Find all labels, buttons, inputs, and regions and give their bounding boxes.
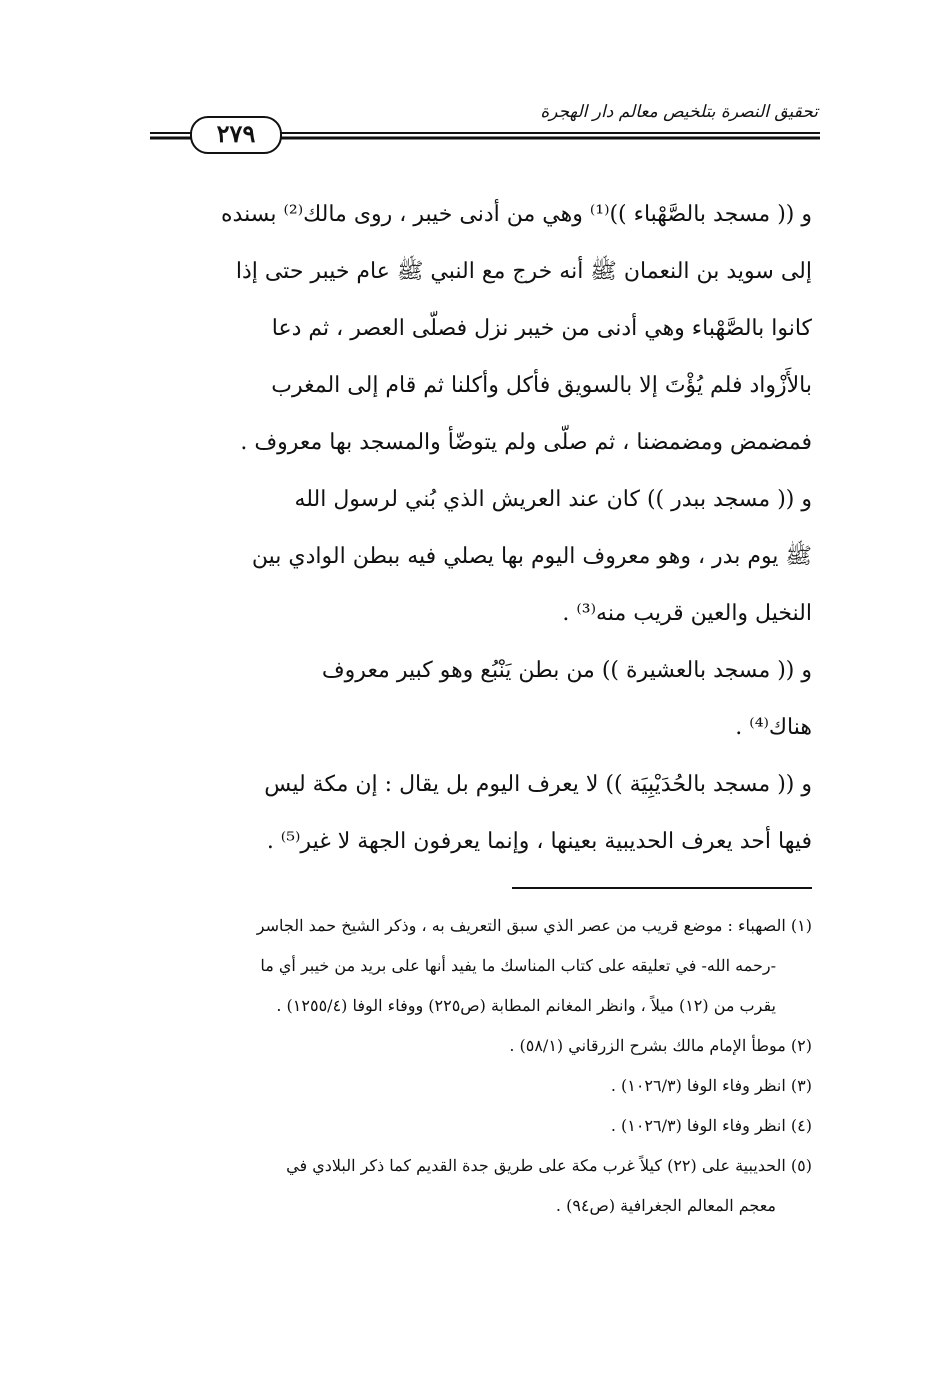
- text-line: كانوا بالصَّهْباء وهي أدنى من خيبر نزل فصلّى العصر ، ثم دعا: [271, 316, 812, 341]
- page-number: ٢٧٩: [190, 116, 282, 154]
- text-line: إلى سويد بن النعمان ﷺ أنه خرج مع النبي ﷺ عام خيبر حتى إذا: [235, 259, 812, 284]
- text-line: هناك⁽⁴⁾ .: [735, 715, 812, 740]
- footnote-line: (٥) الحديبية على (٢٢) كيلاً غرب مكة على طريق جدة القديم كما ذكر البلادي في: [286, 1156, 812, 1175]
- footnote-line: يقرب من (١٢) ميلاً ، وانظر المغانم المطابة (ص٢٢٥) ووفاء الوفا (١٢٥٥/٤) .: [276, 996, 776, 1015]
- footnote-line: (٤) انظر وفاء الوفا (١٠٢٦/٣) .: [610, 1116, 812, 1135]
- text-line: و (( مسجد بالصَّهْباء ))⁽¹⁾ وهي من أدنى خيبر ، روى مالك⁽²⁾ بسنده: [221, 202, 812, 227]
- page-header: [150, 96, 830, 156]
- footnotes: [130, 906, 812, 1226]
- text-line: و (( مسجد بالعشيرة )) من بطن يَنْبُع وهو كبير معروف: [321, 658, 812, 683]
- footnote-line: (٢) موطأ الإمام مالك بشرح الزرقاني (٥٨/١) .: [509, 1036, 812, 1055]
- footnote-line: معجم المعالم الجغرافية (ص٩٤) .: [555, 1196, 776, 1215]
- footnote-line: -رحمه الله- في تعليقه على كتاب المناسك ما يفيد أنها على بريد من خيبر أي ما: [260, 956, 776, 975]
- footnote-separator: [512, 887, 812, 889]
- text-line: ﷺ يوم بدر ، وهو معروف اليوم بها يصلي فيه ببطن الوادي بين: [251, 544, 812, 569]
- text-line: بالأَزْواد فلم يُؤْتَ إلا بالسويق فأكل وأكلنا ثم قام إلى المغرب: [271, 373, 812, 398]
- footnote-line: (١) الصهباء : موضع قريب من عصر الذي سبق التعريف به ، وذكر الشيخ حمد الجاسر: [256, 916, 812, 935]
- text-line: و (( مسجد ببدر )) كان عند العريش الذي بُني لرسول الله: [294, 487, 812, 512]
- footnote-line: (٣) انظر وفاء الوفا (١٠٢٦/٣) .: [610, 1076, 812, 1095]
- main-text: [130, 186, 812, 870]
- text-line: فيها أحد يعرف الحديبية بعينها ، وإنما يعرفون الجهة لا غير⁽⁵⁾ .: [266, 829, 812, 854]
- text-line: و (( مسجد بالحُدَيْبِيَة )) لا يعرف اليوم بل يقال : إن مكة ليس: [264, 772, 812, 797]
- text-line: فمضمض ومضمضنا ، ثم صلّى ولم يتوضّأ والمسجد بها معروف .: [240, 430, 812, 455]
- running-title: تحقيق النصرة بتلخيص معالم دار الهجرة: [540, 102, 818, 122]
- text-line: النخيل والعين قريب منه⁽³⁾ .: [562, 601, 812, 626]
